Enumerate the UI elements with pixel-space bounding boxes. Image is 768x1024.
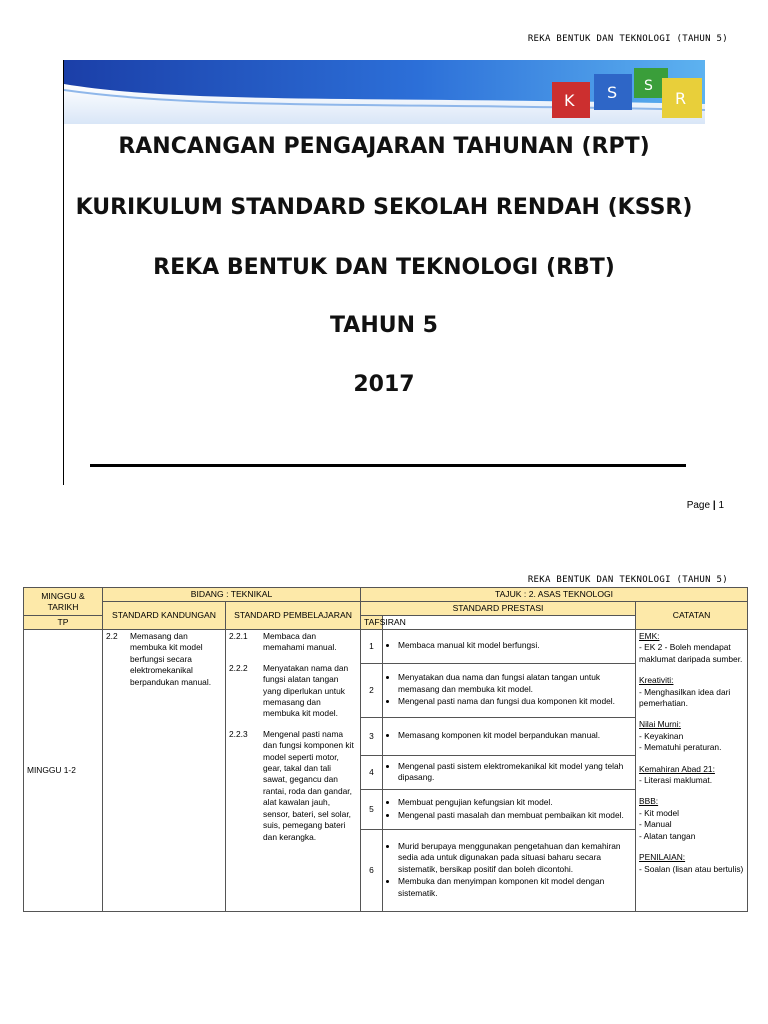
standard-kandungan-cell xyxy=(103,630,226,912)
page-number xyxy=(687,500,724,511)
catatan-emk-heading: EMK: xyxy=(639,631,660,641)
header-tafsiran: TAFSIRAN xyxy=(361,616,383,630)
page-number-value: 1 xyxy=(718,500,724,511)
tafsiran-cell xyxy=(383,664,636,718)
title-rule xyxy=(90,464,686,467)
catatan-abad-heading: Kemahiran Abad 21: xyxy=(639,763,715,774)
header-standard-prestasi: STANDARD PRESTASI xyxy=(361,602,636,616)
tafsiran-cell xyxy=(383,630,636,664)
title-rpt: RANCANGAN PENGAJARAN TAHUNAN (RPT) xyxy=(118,134,650,159)
catatan-nilai-heading: Nilai Murni: xyxy=(639,719,681,730)
catatan-penilaian: - Soalan (lisan atau bertulis) xyxy=(639,863,744,874)
catatan-emk: - EK 2 - Boleh mendapat maklumat daripada sumber. xyxy=(639,642,743,664)
catatan-nilai: - Keyakinan - Mematuhi peraturan. xyxy=(639,730,722,753)
page-label: Page xyxy=(686,500,711,511)
tafsiran-cell xyxy=(383,830,636,912)
title-tahun: TAHUN 5 xyxy=(330,313,438,338)
table-row xyxy=(24,630,748,664)
page-separator: | xyxy=(712,500,716,511)
banner-letter-k: K xyxy=(564,91,575,110)
title-year: 2017 xyxy=(353,372,415,397)
banner-letter-s2: S xyxy=(644,78,653,94)
sp-number: 2.2.2 xyxy=(229,662,248,673)
tafsiran-item: • Mengenal pasti nama dan fungsi dua komponen kit model. xyxy=(398,696,632,707)
banner-letter-s1: S xyxy=(607,83,618,102)
sp-number: 2.2.3 xyxy=(229,728,248,739)
sk-number: 2.2 xyxy=(106,631,118,641)
header-minggu: MINGGU & TARIKH xyxy=(24,588,103,616)
rpt-table xyxy=(23,587,748,912)
header-tp: TP xyxy=(24,616,103,630)
running-header: REKA BENTUK DAN TEKNOLOGI (TAHUN 5) xyxy=(527,34,728,44)
tafsiran-item: • Mengenal pasti masalah dan membuat pembaikan kit model. xyxy=(398,810,632,821)
header-row-2 xyxy=(24,602,748,616)
tp-cell: 5 xyxy=(361,790,383,830)
tafsiran-item: • Membuka dan menyimpan komponen kit model dengan sistematik. xyxy=(398,876,632,899)
catatan-bbb: - Kit model - Manual - Alatan tangan xyxy=(639,807,696,841)
sp-number: 2.2.1 xyxy=(229,631,248,641)
catatan-kreativiti: - Menghasilkan idea dari pemerhatian. xyxy=(639,686,731,709)
tp-cell: 1 xyxy=(361,630,383,664)
kssr-banner xyxy=(64,60,705,124)
catatan-abad: - Literasi maklumat. xyxy=(639,775,713,786)
tafsiran-cell xyxy=(383,756,636,790)
tafsiran-item: • Mengenal pasti sistem elektromekanikal kit model yang telah dipasang. xyxy=(398,761,632,784)
title-kssr: KURIKULUM STANDARD SEKOLAH RENDAH (KSSR) xyxy=(75,195,693,220)
header-bidang: BIDANG : TEKNIKAL xyxy=(103,588,361,602)
title-rbt: REKA BENTUK DAN TEKNOLOGI (RBT) xyxy=(153,255,615,280)
catatan-cell xyxy=(636,630,748,912)
sp-text: Mengenal pasti nama dan fungsi komponen kit model seperti motor, gear, takal dan tali sawat, gegancu dan rantai, roda dan gandar, alat kawalan jauh, sensor, bateri, sel solar, suis, pemegang bateri dan kerangka. xyxy=(263,728,354,842)
tafsiran-item: • Menyatakan dua nama dan fungsi alatan tangan untuk memasang dan membuka kit model. xyxy=(398,672,632,695)
standard-pembelajaran-cell xyxy=(226,630,361,912)
banner-letter-r: R xyxy=(675,89,687,108)
header-standard-pembelajaran: STANDARD PEMBELAJARAN xyxy=(226,602,361,630)
catatan-penilaian-heading: PENILAIAN: xyxy=(639,852,686,863)
sk-text: Memasang dan membuka kit model berfungsi secara elektromekanikal berpandukan manual. xyxy=(130,631,212,687)
tp-cell: 4 xyxy=(361,756,383,790)
sp-text: Membaca dan memahami manual. xyxy=(263,631,337,653)
tafsiran-item: • Membaca manual kit model berfungsi. xyxy=(398,640,632,651)
header-tajuk: TAJUK : 2. ASAS TEKNOLOGI xyxy=(361,588,748,602)
tafsiran-item: • Murid berupaya menggunakan pengetahuan dan kemahiran sedia ada untuk digunakan pada situasi baharu secara sistematik, bersikap positif dan boleh dicontohi. xyxy=(398,841,632,875)
tafsiran-item: • Memasang komponen kit model berpandukan manual. xyxy=(398,730,632,741)
sp-text: Menyatakan nama dan fungsi alatan tangan yang diperlukan untuk memasang dan membuka kit model. xyxy=(263,662,349,719)
running-header-2: REKA BENTUK DAN TEKNOLOGI (TAHUN 5) xyxy=(527,575,728,585)
tafsiran-cell xyxy=(383,718,636,756)
minggu-cell: MINGGU 1-2 xyxy=(24,630,103,912)
header-row-1 xyxy=(24,588,748,602)
header-standard-kandungan: STANDARD KANDUNGAN xyxy=(103,602,226,630)
tafsiran-cell xyxy=(383,790,636,830)
tp-cell: 2 xyxy=(361,664,383,718)
catatan-bbb-heading: BBB: xyxy=(639,796,659,807)
tafsiran-item: • Membuat pengujian kefungsian kit model. xyxy=(398,797,632,808)
tp-cell: 6 xyxy=(361,830,383,912)
tp-cell: 3 xyxy=(361,718,383,756)
header-catatan: CATATAN xyxy=(636,602,748,630)
catatan-kreativiti-heading: Kreativiti: xyxy=(639,675,674,686)
